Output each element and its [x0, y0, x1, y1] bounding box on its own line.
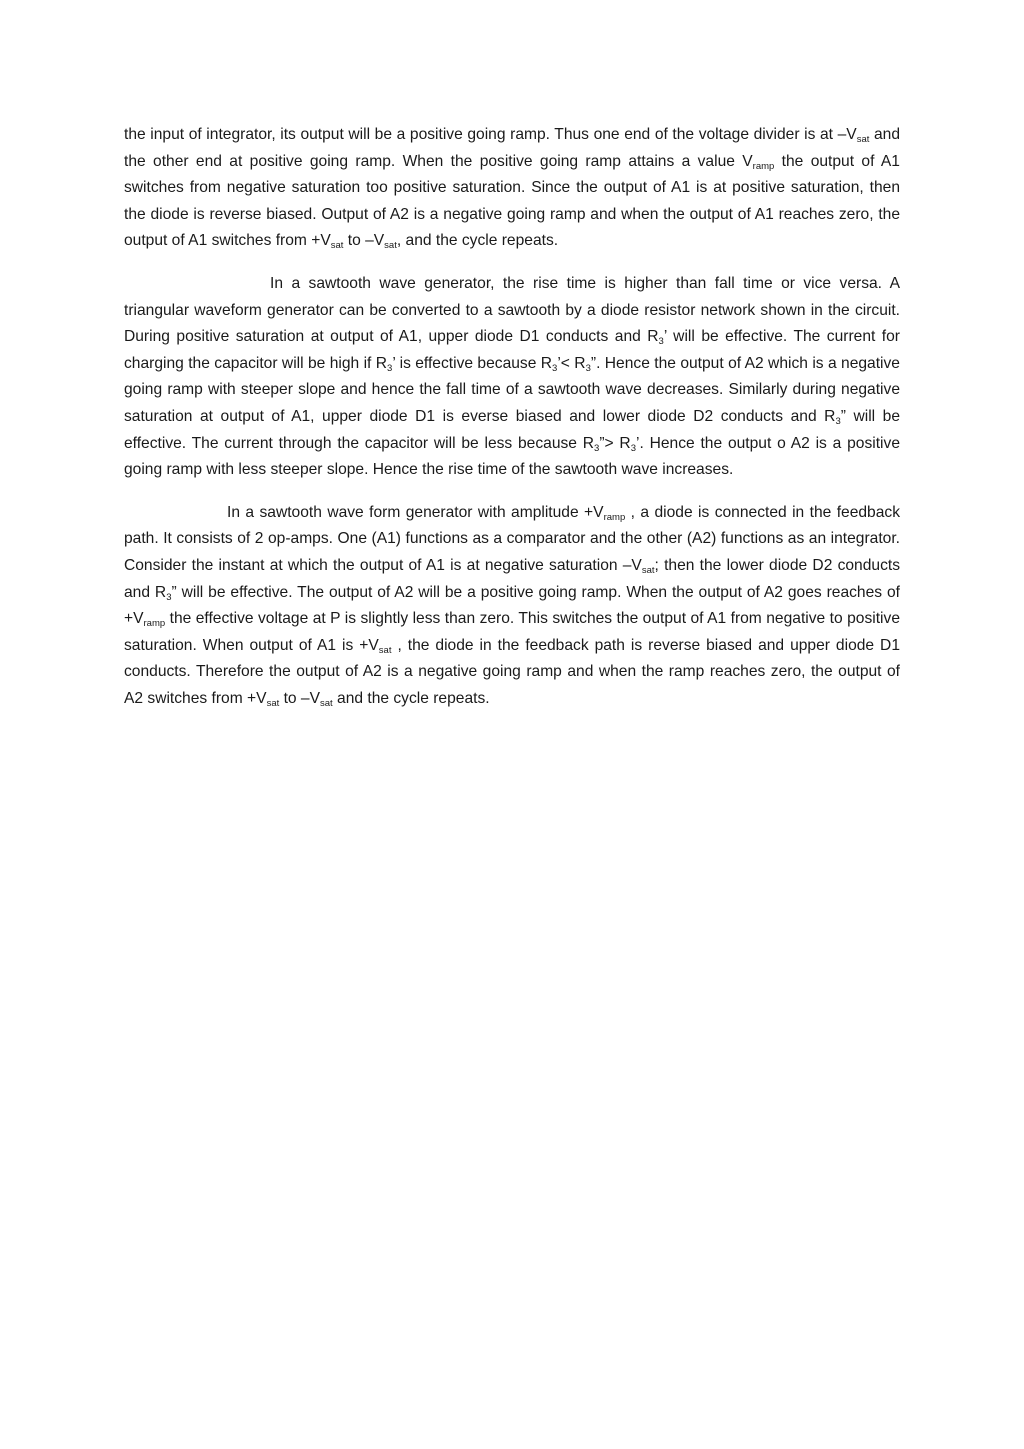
paragraph-voltage-divider [124, 122, 900, 255]
text-run: , and the cycle repeats. [396, 232, 559, 250]
subscript: 3 [166, 591, 172, 603]
text-run: ”. Hence the output of A2 which is a negative going ramp with steeper slope and hence the fall time of a sawtooth wave decreases. Similarly during negative saturation at output of A1, upper diode D1 is everse biased and lower diode D2 conducts and R [124, 354, 900, 425]
text-run: , the diode in the feedback path is reverse biased and upper diode D1 conducts. Therefore the output of A2 is a negative going ramp and when the ramp reaches zero, the output of A2 switches from +V [124, 636, 900, 707]
subscript: sat [330, 240, 344, 252]
text-run: and the other end at positive going ramp. When the positive going ramp attains a value V [124, 126, 900, 170]
subscript: sat [378, 644, 392, 656]
text-run: ”> R [599, 434, 631, 452]
subscript: 3 [585, 362, 591, 374]
subscript: ramp [752, 160, 775, 172]
subscript: sat [266, 697, 280, 709]
text-run: , a diode is connected in the feedback path. It consists of 2 op-amps. One (A1) functions as a comparator and the other (A2) functions as an integrator. Consider the instant at which the output of A1 is at negative saturation –V [124, 503, 900, 574]
text-run: ” will be effective. The current through the capacitor will be less because R [124, 407, 901, 452]
subscript: sat [384, 240, 397, 252]
text-run: In a sawtooth wave form generator with amplitude +V [227, 503, 604, 521]
subscript: ramp [143, 618, 166, 630]
text-run: In a sawtooth wave generator, the rise time is higher than fall time or vice versa. A triangular waveform generator can be converted to a sawtooth by a diode resistor network shown in the circuit. During positive saturation at output of A1, upper diode D1 conducts and R [124, 274, 900, 346]
subscript: 3 [658, 336, 664, 348]
text-run: to –V [343, 232, 385, 250]
subscript: 3 [594, 442, 600, 454]
text-run: the output of A1 switches from negative saturation too positive saturation. Since the output of A1 is at positive saturation, then the diode is reverse biased. Output of A2 is a negative going ramp and when the output of A1 reaches zero, the output of A1 switches from +V [124, 152, 900, 250]
text-run: ’< R [557, 354, 586, 372]
text-run: ’. Hence the output o A2 is a positive going ramp with less steeper slope. Hence the rise time of the sawtooth wave increases. [124, 434, 900, 479]
subscript: ramp [603, 511, 626, 523]
text-run: and the cycle repeats. [332, 689, 490, 707]
subscript: 3 [552, 362, 558, 374]
subscript: sat [856, 134, 870, 145]
text-run: ’ is effective because R [392, 354, 553, 372]
document-body [124, 122, 900, 712]
subscript: 3 [630, 442, 636, 454]
text-run: the input of integrator, its output will be a positive going ramp. Thus one end of the voltage divider is at –V [124, 126, 857, 143]
subscript: 3 [835, 415, 841, 427]
text-run: to –V [279, 689, 320, 707]
text-run: ’ will be effective. The current for charging the capacitor will be high if R [124, 328, 900, 372]
paragraph-sawtooth-rise-fall [124, 271, 900, 484]
paragraph-sawtooth-generator [124, 500, 900, 713]
subscript: sat [320, 697, 333, 709]
subscript: 3 [387, 362, 393, 374]
text-run: ; then the lower diode D2 conducts and R [124, 556, 900, 601]
text-run: ” will be effective. The output of A2 will be a positive going ramp. When the output of A2 goes reaches of +V [124, 583, 900, 628]
text-run: the effective voltage at P is slightly less than zero. This switches the output of A1 from negative to positive saturation. When output of A1 is +V [124, 610, 900, 654]
subscript: sat [641, 564, 655, 576]
